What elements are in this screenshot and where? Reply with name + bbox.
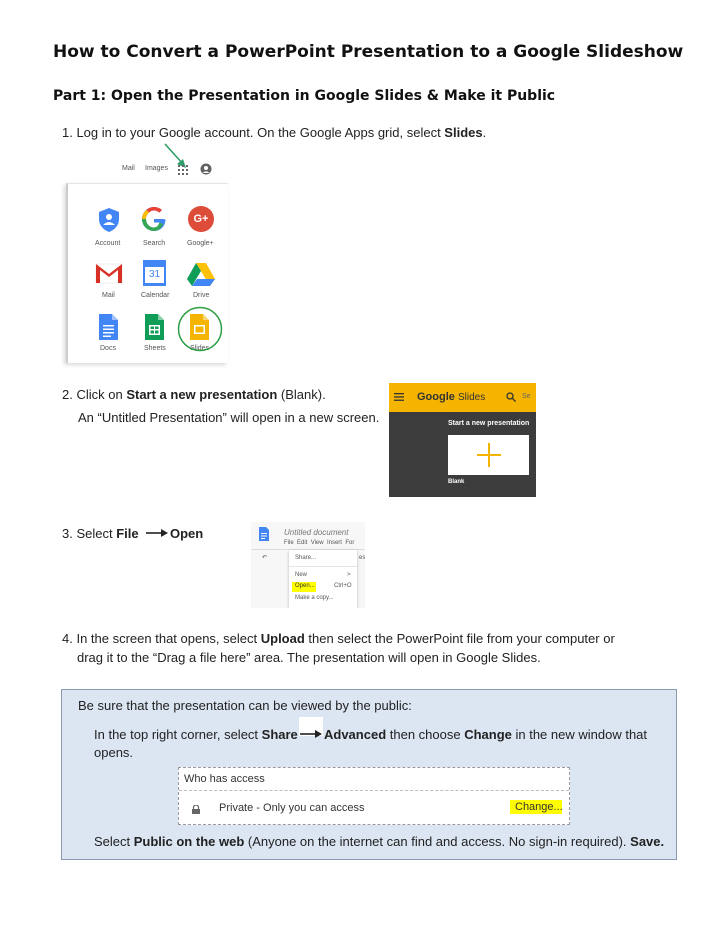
callout-share: Share (261, 727, 298, 742)
side-text: es (359, 555, 365, 561)
callout-line1-suffix: in the new window that (511, 727, 648, 742)
app-label-search: Search (143, 240, 166, 247)
callout-final-line (94, 834, 664, 849)
step4-line2: drag it to the “Drag a file here” area. The presentation will open in Google Slides. (77, 650, 541, 665)
app-label-mail: Mail (102, 292, 115, 299)
app-label-account: Account (95, 240, 121, 247)
who-has-access-screenshot (178, 767, 570, 825)
google-plus-icon[interactable]: G+ (188, 206, 214, 232)
top-link-mail[interactable]: Mail (122, 165, 135, 172)
access-header: Who has access (184, 773, 265, 785)
calendar-icon[interactable] (143, 260, 166, 286)
step4-bold: Upload (260, 631, 305, 646)
callout-line2: opens. (94, 745, 134, 760)
slides-logo-slides: Slides (458, 392, 486, 403)
step2-line2: An “Untitled Presentation” will open in a new screen. (78, 410, 380, 425)
submenu-arrow-icon: > (347, 572, 351, 578)
menu-edit[interactable]: Edit (297, 540, 308, 546)
calendar-number: 31 (145, 267, 164, 283)
step4-prefix: 4. In the screen that opens, select (62, 631, 261, 646)
step1-prefix: 1. Log in to your Google account. On the Google Apps grid, select (62, 125, 445, 140)
access-private-text: Private - Only you can access (219, 802, 365, 814)
blank-presentation-tile[interactable] (448, 435, 529, 475)
search-partial-text: Se (522, 393, 531, 400)
step1-suffix: . (482, 125, 487, 140)
step3-file: File (116, 526, 139, 541)
apps-grid-icon[interactable] (177, 164, 189, 176)
app-label-sheets: Sheets (144, 345, 166, 352)
drive-icon[interactable] (187, 262, 215, 286)
app-label-slides: Slides (190, 345, 210, 352)
callout-final-mid: (Anyone on the internet can find and access. No sign-in required). (244, 834, 631, 849)
callout-final-prefix: Select (94, 834, 134, 849)
callout-line1-mid: then choose (386, 727, 465, 742)
menu-item-make-copy[interactable]: Make a copy... (295, 595, 334, 601)
callout-line1-prefix: In the top right corner, select (94, 727, 262, 742)
callout-intro: Be sure that the presentation can be viewed by the public: (78, 698, 412, 713)
menu-insert[interactable]: Insert (326, 540, 342, 546)
avatar-icon[interactable] (200, 163, 212, 175)
file-menu-screenshot (251, 522, 365, 608)
step2-prefix: 2. Click on (62, 387, 127, 402)
slides-start-screenshot (389, 383, 536, 497)
callout-public: Public on the web (133, 834, 245, 849)
public-sharing-callout (61, 689, 677, 860)
menu-item-new[interactable]: New (295, 572, 308, 578)
lock-icon (192, 805, 200, 814)
step3-text (62, 526, 139, 541)
menu-view[interactable]: View (310, 540, 324, 546)
step4-text (62, 631, 615, 646)
account-shield-icon[interactable] (97, 207, 121, 233)
callout-line1-end (324, 727, 647, 742)
app-label-docs: Docs (100, 345, 116, 352)
highlight-circle-icon (177, 306, 223, 352)
step1-text (62, 125, 486, 140)
search-icon[interactable] (506, 392, 516, 402)
access-divider (179, 790, 569, 791)
step3-open-bold: Open (170, 526, 204, 541)
docs-small-icon (259, 527, 269, 541)
blank-label: Blank (448, 479, 465, 485)
callout-save: Save. (630, 834, 665, 849)
docs-icon[interactable] (99, 314, 118, 340)
sheets-icon[interactable] (145, 314, 164, 340)
menu-item-open[interactable]: Open... (295, 583, 315, 589)
slides-logo-google: Google (417, 391, 455, 403)
open-shortcut: Ctrl+O (334, 583, 352, 589)
menu-file[interactable]: File (284, 540, 294, 546)
arrow-right-icon (146, 528, 168, 538)
callout-change: Change (464, 727, 512, 742)
file-dropdown (289, 550, 357, 608)
step3-open (170, 526, 203, 541)
change-link[interactable]: Change... (515, 801, 563, 813)
menu-item-share[interactable]: Share... (295, 555, 317, 561)
menu-bar (284, 540, 354, 546)
callout-line1-start (94, 727, 298, 742)
callout-advanced: Advanced (324, 727, 387, 742)
apps-grid-screenshot (66, 140, 226, 362)
document-title: How to Convert a PowerPoint Presentation to a Google Slideshow (53, 42, 684, 62)
step4-suffix: then select the PowerPoint file from your computer or (304, 631, 615, 646)
plus-icon (477, 443, 501, 467)
menu-icon[interactable] (394, 393, 404, 401)
part1-heading: Part 1: Open the Presentation in Google Slides & Make it Public (53, 88, 556, 104)
app-label-googleplus: Google+ (187, 240, 214, 247)
google-search-icon[interactable] (141, 206, 167, 232)
menu-divider (289, 566, 357, 567)
doc-title: Untitled document (284, 528, 349, 537)
menu-format[interactable]: For (345, 540, 355, 546)
step2-text (62, 387, 326, 402)
start-new-heading: Start a new presentation (448, 420, 530, 427)
step3-prefix: 3. Select (62, 526, 117, 541)
step1-bold: Slides (444, 125, 483, 140)
apps-panel (66, 183, 228, 363)
undo-icon: ↶ (262, 555, 268, 561)
top-link-images[interactable]: Images (145, 165, 168, 172)
step2-suffix: (Blank). (277, 387, 326, 402)
app-label-calendar: Calendar (141, 292, 170, 299)
slides-header-bar (389, 383, 536, 412)
arrow-right-icon (300, 729, 322, 739)
step2-bold: Start a new presentation (126, 387, 278, 402)
app-label-drive: Drive (193, 292, 210, 299)
gmail-icon[interactable] (95, 262, 123, 284)
